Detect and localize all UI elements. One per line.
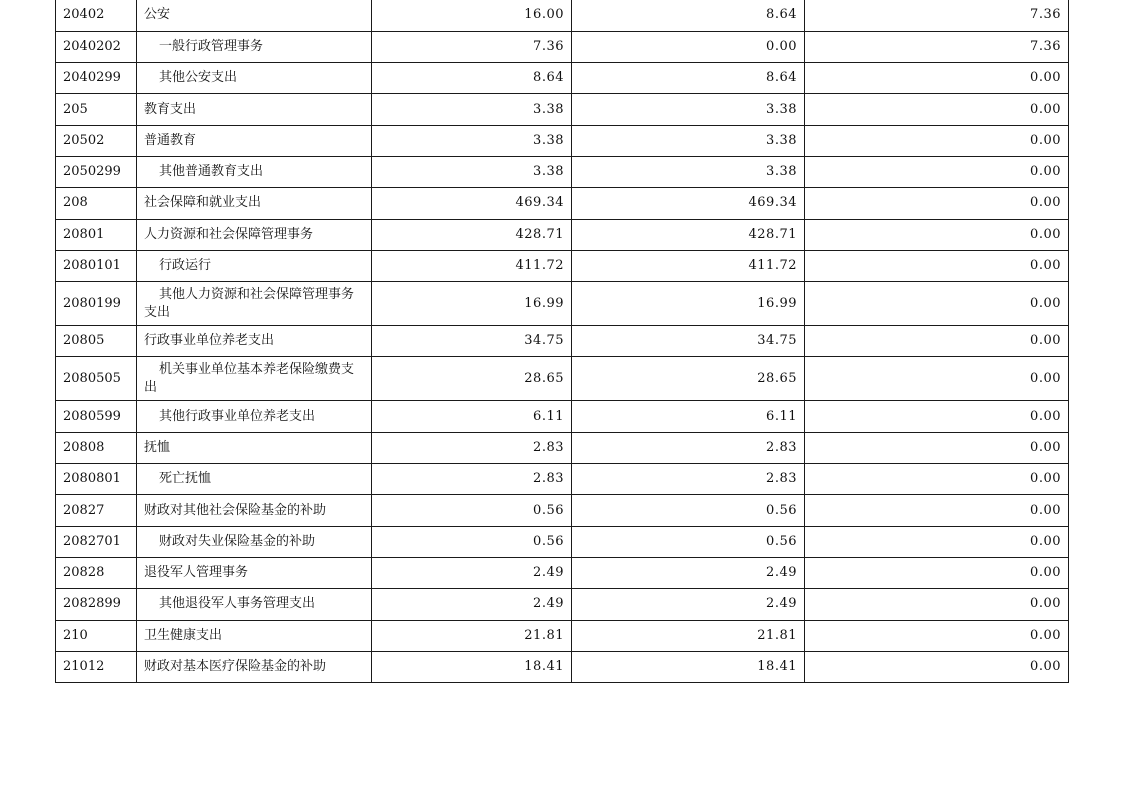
project-expenditure-cell: 0.00: [805, 495, 1069, 526]
basic-expenditure-cell: 28.65: [572, 357, 805, 401]
subject-name-cell: 行政事业单位养老支出: [137, 326, 372, 357]
basic-expenditure-cell: 3.38: [572, 125, 805, 156]
subject-name-cell: 退役军人管理事务: [137, 557, 372, 588]
total-amount-cell: 0.56: [372, 495, 572, 526]
subject-name-cell: 教育支出: [137, 94, 372, 125]
project-expenditure-cell: 0.00: [805, 156, 1069, 187]
total-amount-cell: 2.49: [372, 589, 572, 620]
subject-name-cell: 行政运行: [137, 250, 372, 281]
total-amount-cell: 2.83: [372, 464, 572, 495]
table-row: [56, 326, 1069, 357]
subject-code-cell: 2040299: [56, 63, 137, 94]
total-amount-cell: 28.65: [372, 357, 572, 401]
project-expenditure-cell: 0.00: [805, 464, 1069, 495]
total-amount-cell: 16.00: [372, 0, 572, 31]
total-amount-cell: 18.41: [372, 651, 572, 682]
basic-expenditure-cell: 8.64: [572, 63, 805, 94]
table-body: [56, 0, 1069, 683]
table-row: [56, 432, 1069, 463]
total-amount-cell: 34.75: [372, 326, 572, 357]
basic-expenditure-cell: 428.71: [572, 219, 805, 250]
table-row: [56, 557, 1069, 588]
basic-expenditure-cell: 0.56: [572, 526, 805, 557]
basic-expenditure-cell: 3.38: [572, 94, 805, 125]
subject-name-cell: 人力资源和社会保障管理事务: [137, 219, 372, 250]
table-row: [56, 31, 1069, 62]
subject-name-cell: 抚恤: [137, 432, 372, 463]
basic-expenditure-cell: 0.00: [572, 31, 805, 62]
basic-expenditure-cell: 411.72: [572, 250, 805, 281]
subject-name-cell: 其他退役军人事务管理支出: [137, 589, 372, 620]
project-expenditure-cell: 0.00: [805, 63, 1069, 94]
project-expenditure-cell: 0.00: [805, 94, 1069, 125]
total-amount-cell: 6.11: [372, 401, 572, 432]
subject-code-cell: 20827: [56, 495, 137, 526]
total-amount-cell: 2.49: [372, 557, 572, 588]
subject-code-cell: 20801: [56, 219, 137, 250]
basic-expenditure-cell: 16.99: [572, 282, 805, 326]
total-amount-cell: 3.38: [372, 156, 572, 187]
total-amount-cell: 8.64: [372, 63, 572, 94]
basic-expenditure-cell: 2.49: [572, 589, 805, 620]
table-row: [56, 651, 1069, 682]
subject-name-cell: 一般行政管理事务: [137, 31, 372, 62]
table-row: [56, 188, 1069, 219]
table-row: [56, 156, 1069, 187]
subject-code-cell: 2050299: [56, 156, 137, 187]
subject-name-cell: 财政对基本医疗保险基金的补助: [137, 651, 372, 682]
project-expenditure-cell: 0.00: [805, 250, 1069, 281]
subject-name-cell: 公安: [137, 0, 372, 31]
subject-code-cell: 2080801: [56, 464, 137, 495]
project-expenditure-cell: 0.00: [805, 557, 1069, 588]
table-row: [56, 464, 1069, 495]
total-amount-cell: 0.56: [372, 526, 572, 557]
total-amount-cell: 469.34: [372, 188, 572, 219]
subject-name-cell: 财政对其他社会保险基金的补助: [137, 495, 372, 526]
subject-code-cell: 2082899: [56, 589, 137, 620]
project-expenditure-cell: 0.00: [805, 589, 1069, 620]
subject-code-cell: 2080505: [56, 357, 137, 401]
basic-expenditure-cell: 3.38: [572, 156, 805, 187]
table-row: [56, 620, 1069, 651]
subject-name-cell: 社会保障和就业支出: [137, 188, 372, 219]
project-expenditure-cell: 0.00: [805, 651, 1069, 682]
basic-expenditure-cell: 18.41: [572, 651, 805, 682]
subject-name-cell: 普通教育: [137, 125, 372, 156]
table-row: [56, 282, 1069, 326]
project-expenditure-cell: 0.00: [805, 401, 1069, 432]
subject-code-cell: 208: [56, 188, 137, 219]
subject-name-cell: 其他人力资源和社会保障管理事务支出: [137, 282, 372, 326]
project-expenditure-cell: 0.00: [805, 125, 1069, 156]
subject-name-cell: 机关事业单位基本养老保险缴费支出: [137, 357, 372, 401]
project-expenditure-cell: 0.00: [805, 326, 1069, 357]
total-amount-cell: 7.36: [372, 31, 572, 62]
subject-code-cell: 210: [56, 620, 137, 651]
table-row: [56, 526, 1069, 557]
subject-name-cell: 死亡抚恤: [137, 464, 372, 495]
subject-code-cell: 20828: [56, 557, 137, 588]
basic-expenditure-cell: 2.83: [572, 432, 805, 463]
subject-name-cell: 其他普通教育支出: [137, 156, 372, 187]
subject-code-cell: 20805: [56, 326, 137, 357]
project-expenditure-cell: 0.00: [805, 526, 1069, 557]
subject-code-cell: 205: [56, 94, 137, 125]
subject-code-cell: 2040202: [56, 31, 137, 62]
total-amount-cell: 16.99: [372, 282, 572, 326]
total-amount-cell: 3.38: [372, 125, 572, 156]
basic-expenditure-cell: 6.11: [572, 401, 805, 432]
basic-expenditure-cell: 2.83: [572, 464, 805, 495]
table-row: [56, 219, 1069, 250]
expenditure-table: [55, 0, 1069, 683]
subject-code-cell: 2080101: [56, 250, 137, 281]
table-row: [56, 495, 1069, 526]
table-row: [56, 63, 1069, 94]
basic-expenditure-cell: 8.64: [572, 0, 805, 31]
project-expenditure-cell: 0.00: [805, 620, 1069, 651]
subject-code-cell: 2080199: [56, 282, 137, 326]
project-expenditure-cell: 0.00: [805, 432, 1069, 463]
basic-expenditure-cell: 2.49: [572, 557, 805, 588]
basic-expenditure-cell: 469.34: [572, 188, 805, 219]
table-row: [56, 589, 1069, 620]
subject-code-cell: 20502: [56, 125, 137, 156]
table-row: [56, 94, 1069, 125]
table-row: [56, 250, 1069, 281]
basic-expenditure-cell: 0.56: [572, 495, 805, 526]
table-row: [56, 125, 1069, 156]
subject-name-cell: 卫生健康支出: [137, 620, 372, 651]
subject-code-cell: 21012: [56, 651, 137, 682]
project-expenditure-cell: 0.00: [805, 282, 1069, 326]
total-amount-cell: 21.81: [372, 620, 572, 651]
total-amount-cell: 411.72: [372, 250, 572, 281]
table-row: [56, 401, 1069, 432]
project-expenditure-cell: 0.00: [805, 357, 1069, 401]
table-row: [56, 0, 1069, 31]
total-amount-cell: 2.83: [372, 432, 572, 463]
basic-expenditure-cell: 34.75: [572, 326, 805, 357]
project-expenditure-cell: 0.00: [805, 188, 1069, 219]
subject-code-cell: 2080599: [56, 401, 137, 432]
total-amount-cell: 428.71: [372, 219, 572, 250]
project-expenditure-cell: 7.36: [805, 0, 1069, 31]
subject-name-cell: 财政对失业保险基金的补助: [137, 526, 372, 557]
subject-code-cell: 20402: [56, 0, 137, 31]
subject-name-cell: 其他公安支出: [137, 63, 372, 94]
subject-code-cell: 2082701: [56, 526, 137, 557]
budget-table-page: [55, 0, 1068, 683]
total-amount-cell: 3.38: [372, 94, 572, 125]
basic-expenditure-cell: 21.81: [572, 620, 805, 651]
table-row: [56, 357, 1069, 401]
project-expenditure-cell: 0.00: [805, 219, 1069, 250]
project-expenditure-cell: 7.36: [805, 31, 1069, 62]
subject-code-cell: 20808: [56, 432, 137, 463]
subject-name-cell: 其他行政事业单位养老支出: [137, 401, 372, 432]
